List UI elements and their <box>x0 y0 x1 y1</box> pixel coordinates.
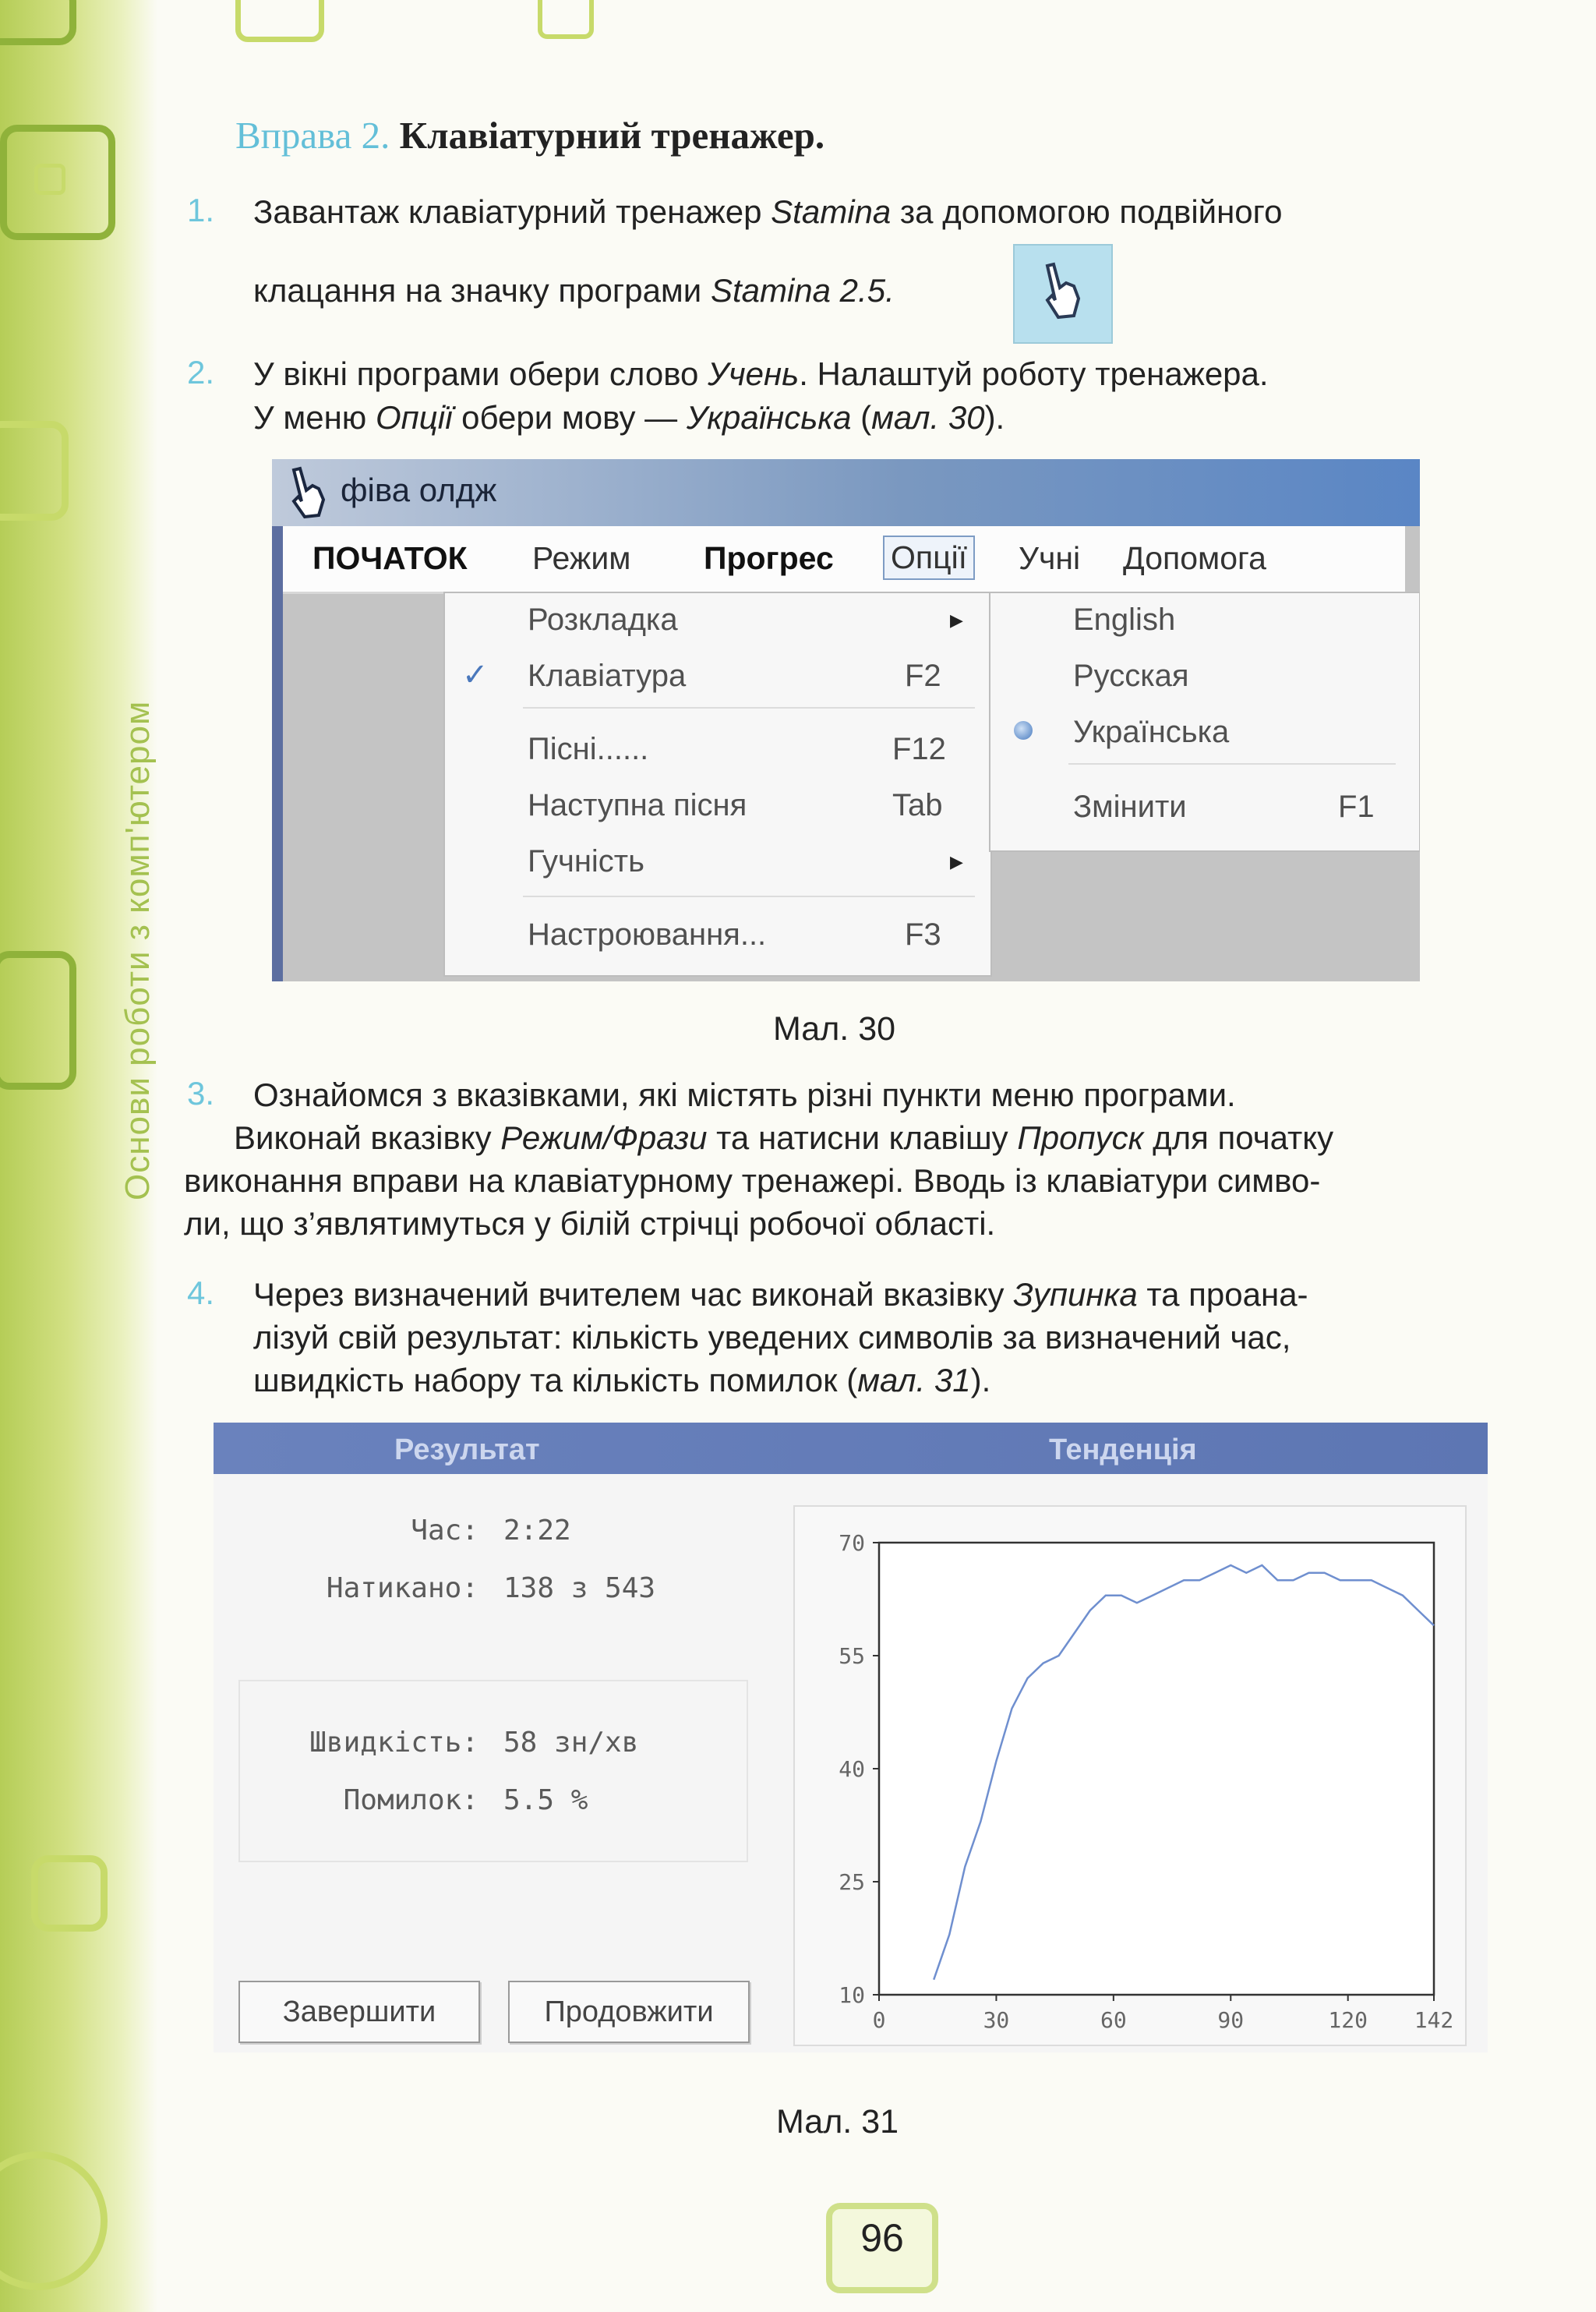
result-label-time: Час: <box>411 1515 478 1547</box>
menu-item-mode[interactable]: Режим <box>532 540 631 576</box>
step-4-line-3: швидкість набору та кількість помилок (мал. 31). <box>253 1362 991 1398</box>
sidebar-band <box>0 0 157 2312</box>
menu-separator <box>523 896 975 897</box>
step-2-line-2: У меню Опції обери мову — Українська (мал. 30). <box>253 399 1005 436</box>
tab-result[interactable]: Результат <box>394 1434 540 1466</box>
x-tick-label: 120 <box>1328 2007 1368 2033</box>
language-submenu <box>989 592 1420 852</box>
window-title: фіва олдж <box>341 472 497 508</box>
language-item-russian[interactable]: Русская <box>1073 659 1189 693</box>
results-header <box>214 1423 1488 1474</box>
step-3-line-3: виконання вправи на клавіатурному тренажері. Вводь із клавіатури симво- <box>184 1162 1321 1199</box>
menu-item-students[interactable]: Учні <box>1019 540 1081 576</box>
y-tick-label: 55 <box>839 1643 865 1669</box>
decor-square <box>538 0 594 39</box>
result-value-time: 2:22 <box>503 1515 571 1547</box>
speed-panel <box>238 1680 748 1862</box>
step-1-line-2: клацання на значку програми Stamina 2.5. <box>253 272 895 309</box>
decor-square <box>31 1855 108 1932</box>
submenu-arrow-icon: ▶ <box>950 852 963 871</box>
x-tick-label: 90 <box>1217 2007 1245 2033</box>
dropdown-item-settings[interactable]: Настроювання... <box>528 917 767 952</box>
decor-circle <box>0 2151 108 2290</box>
checkmark-icon: ✓ <box>462 658 489 692</box>
decor-square <box>235 0 324 42</box>
y-tick-label: 70 <box>839 1530 865 1556</box>
step-3-line-4: ли, що з’являтимуться у білій стрічці робочої області. <box>184 1205 996 1242</box>
exercise-label: Вправа 2. <box>235 114 390 157</box>
y-tick-label: 40 <box>839 1756 865 1782</box>
step-2-line-1: У вікні програми обери слово Учень. Налаштуй роботу тренажера. <box>253 355 1269 392</box>
hand-pointer-icon <box>283 465 333 520</box>
finish-button[interactable]: Завершити <box>238 1981 480 2043</box>
decor-square <box>0 951 76 1090</box>
y-tick-label: 25 <box>839 1869 865 1895</box>
menu-item-start[interactable]: ПОЧАТОК <box>312 540 468 576</box>
dropdown-item-songs[interactable]: Пісні...... <box>528 732 649 766</box>
chart-plot-area <box>879 1543 1434 1995</box>
figure-30-caption: Мал. 30 <box>773 1010 896 1048</box>
x-tick-label: 142 <box>1414 2007 1454 2033</box>
step-number: 1. <box>187 192 215 228</box>
window-frame <box>272 526 283 981</box>
step-3-line-2: Виконай вказівку Режим/Фрази та натисни клавішу Пропуск для початку <box>234 1119 1334 1156</box>
trend-chart <box>793 1505 1467 2046</box>
shortcut-key: F1 <box>1338 790 1375 824</box>
shortcut-key: F12 <box>892 732 946 766</box>
language-item-ukrainian[interactable]: Українська <box>1073 715 1230 749</box>
step-4-line-1: Через визначений вчителем час виконай вказівку Зупинка та проана- <box>253 1276 1308 1313</box>
figure-31-results-screenshot <box>214 1423 1488 2052</box>
page-number: 96 <box>860 2216 904 2260</box>
language-item-english[interactable]: English <box>1073 603 1176 637</box>
x-tick-label: 60 <box>1100 2007 1127 2033</box>
tab-trend[interactable]: Тенденція <box>1049 1434 1197 1466</box>
continue-button[interactable]: Продовжити <box>508 1981 750 2043</box>
decor-square <box>0 0 76 45</box>
options-dropdown <box>443 592 992 977</box>
dropdown-item-layout[interactable]: Розкладка <box>528 603 678 637</box>
dropdown-item-next-song[interactable]: Наступна пісня <box>528 788 747 822</box>
result-value-speed: 58 зн/хв <box>503 1727 639 1759</box>
x-tick-label: 30 <box>983 2007 1010 2033</box>
menu-bar <box>283 526 1405 594</box>
step-4-line-2: лізуй свій результат: кількість уведених символів за визначений час, <box>253 1319 1291 1356</box>
menu-separator <box>523 707 975 709</box>
dropdown-item-volume[interactable]: Гучність <box>528 844 644 878</box>
x-tick-label: 0 <box>872 2007 886 2033</box>
window-titlebar <box>272 459 1420 526</box>
trend-chart-svg <box>795 1507 1465 2045</box>
figure-30-menu-screenshot <box>272 459 1420 981</box>
shortcut-key: F3 <box>905 917 941 952</box>
step-number: 2. <box>187 354 215 391</box>
sidebar-section-title: Основи роботи з комп'ютером <box>118 700 157 1200</box>
language-item-change[interactable]: Змінити <box>1073 790 1187 824</box>
radio-selected-icon <box>1014 721 1033 740</box>
hand-pointer-icon <box>1032 261 1094 323</box>
decor-square <box>34 164 65 195</box>
exercise-name: Клавіатурний тренажер. <box>399 114 825 157</box>
result-label-typed: Натикано: <box>326 1572 478 1604</box>
dropdown-item-keyboard[interactable]: Клавіатура <box>528 659 687 693</box>
result-label-speed: Швидкість: <box>309 1727 478 1759</box>
menu-item-help[interactable]: Допомога <box>1123 540 1266 576</box>
menu-item-options[interactable]: Опції <box>883 536 975 580</box>
result-value-typed: 138 з 543 <box>503 1572 656 1604</box>
step-number: 4. <box>187 1274 215 1311</box>
step-number: 3. <box>187 1075 215 1112</box>
result-value-errors: 5.5 % <box>503 1784 588 1816</box>
figure-31-caption: Мал. 31 <box>776 2103 899 2141</box>
stamina-app-icon[interactable] <box>1013 244 1113 344</box>
submenu-arrow-icon: ▶ <box>950 610 963 630</box>
menu-separator <box>1068 763 1396 765</box>
result-label-errors: Помилок: <box>343 1784 478 1816</box>
step-1-line-1: Завантаж клавіатурний тренажер Stamina за допомогою подвійного <box>253 193 1283 230</box>
exercise-title <box>235 113 824 157</box>
decor-square <box>0 421 69 521</box>
shortcut-key: F2 <box>905 659 941 693</box>
y-tick-label: 10 <box>839 1982 865 2008</box>
shortcut-key: Tab <box>892 788 943 822</box>
menu-item-progress[interactable]: Прогрес <box>704 540 834 576</box>
step-3-line-1: Ознайомся з вказівками, які містять різні пункти меню програми. <box>253 1076 1236 1113</box>
